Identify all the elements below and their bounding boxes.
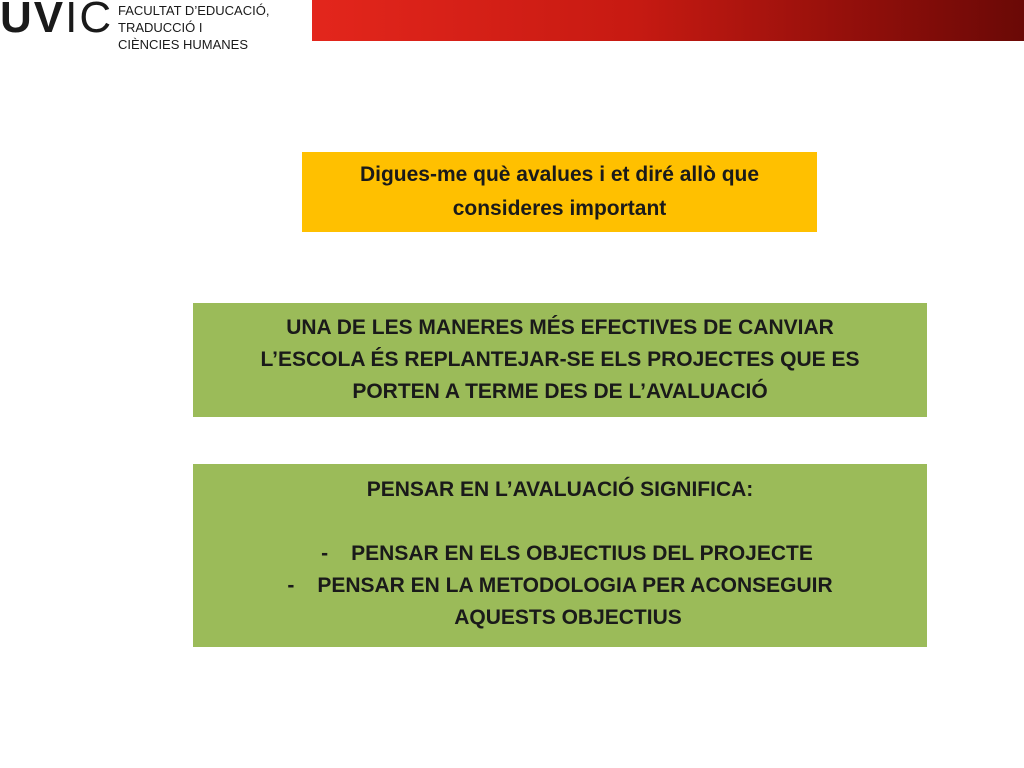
list-heading: PENSAR EN L’AVALUACIÓ SIGNIFICA: bbox=[366, 478, 754, 501]
list-item-text: PENSAR EN ELS OBJECTIUS DEL PROJECTE bbox=[351, 542, 813, 565]
logo-uv: UV bbox=[0, 0, 66, 42]
green1-line-1: UNA DE LES MANERES MÉS EFECTIVES DE CANVIAR bbox=[286, 316, 834, 339]
list-item-text: PENSAR EN LA METODOLOGIA PER ACONSEGUIR bbox=[317, 574, 833, 597]
list-item bbox=[193, 570, 927, 634]
faculty-line-1: FACULTAT D’EDUCACIÓ, bbox=[118, 3, 270, 18]
uvic-logo bbox=[0, 0, 113, 40]
logo-ic: IC bbox=[65, 0, 114, 42]
bullet-list bbox=[193, 538, 927, 634]
green1-line-3: PORTEN A TERME DES DE L’AVALUACIÓ bbox=[352, 380, 768, 403]
green1-line-2: L’ESCOLA ÉS REPLANTEJAR-SE ELS PROJECTES QUE ES bbox=[260, 348, 860, 371]
bullet-dash: - bbox=[287, 574, 295, 597]
green-statement-box bbox=[193, 303, 927, 417]
yellow-callout-box bbox=[302, 152, 817, 232]
yellow-line-2: consideres important bbox=[452, 197, 667, 220]
yellow-line-1: Digues-me què avalues i et diré allò que bbox=[359, 163, 760, 186]
faculty-line-2: TRADUCCIÓ I bbox=[118, 20, 203, 35]
faculty-line-3: CIÈNCIES HUMANES bbox=[118, 37, 249, 52]
list-item-continuation: AQUESTS OBJECTIUS bbox=[454, 606, 682, 629]
green-list-box bbox=[193, 464, 927, 647]
faculty-name bbox=[118, 2, 269, 53]
bullet-dash: - bbox=[321, 542, 329, 565]
header-red-bar bbox=[312, 0, 1024, 41]
list-item bbox=[193, 538, 927, 570]
